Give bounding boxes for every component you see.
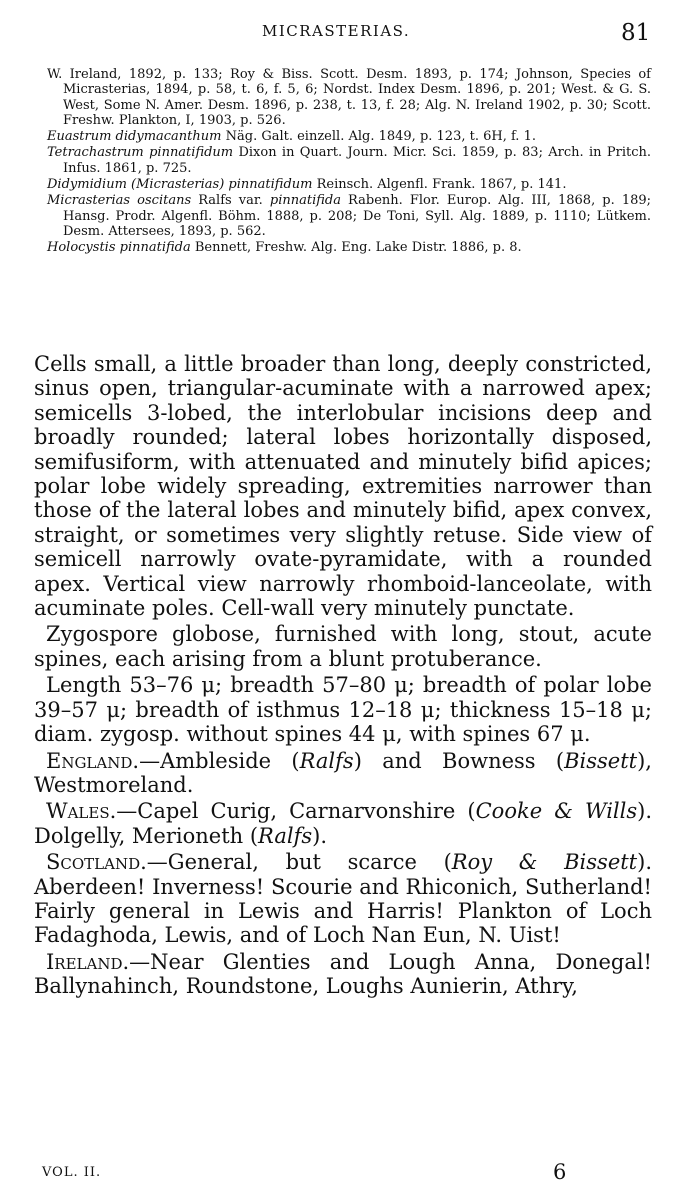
taxon-name: Didymidium (Micrasterias) pinnatifidum xyxy=(47,177,313,193)
reference-entry: Tetrachastrum pinnatifidum Dixon in Quart. Journ. Micr. Sci. 1859, p. 83; Arch. in Pritch. Infus. 1861, p. 725. xyxy=(47,145,651,176)
reference-entry: Didymidium (Micrasterias) pinnatifidum Reinsch. Algenfl. Frank. 1867, p. 141. xyxy=(47,177,567,193)
distribution-england: England.—Ambleside (Ralfs) and Bowness (Bissett), Westmoreland. xyxy=(34,748,652,797)
signature-mark: 6 xyxy=(553,1160,567,1184)
distribution-scotland: Scotland.—General, but scarce (Roy & Bissett). Aberdeen! Inverness! Scourie and Rhiconich, Sutherland! Fairly general in Lewis and Harris! Plankton of Loch Fadaghoda, Lewis, and of Loch Nan Eun, N. Uist! xyxy=(34,850,652,948)
distribution-ireland: Ireland.—Near Glenties and Lough Anna, Donegal! Ballynahinch, Roundstone, Loughs Aunierin, Athry, xyxy=(34,949,652,999)
running-title: MICRASTERIAS. xyxy=(262,22,411,40)
reference-entry: W. Ireland, 1892, p. 133; Roy & Biss. Scott. Desm. 1893, p. 174; Johnson, Species of Micrasterias, 1894, p. 58, t. 6, f. 5, 6; Nordst. Index Desm. 1896, p. 201; West. & G. S. West, Some N. Amer. Desm. 1896, p. 238, t. 13, f. 28; Alg. N. Ireland 1902, p. 30; Scott. Freshw. Plankton, I, 1903, p. 526. xyxy=(47,67,651,128)
distribution-wales: Wales.—Capel Curig, Carnarvonshire (Cooke & Wills). Dolgelly, Merioneth (Ralfs). xyxy=(34,799,652,848)
region-label: Ireland. xyxy=(46,949,130,974)
taxon-name: Tetrachastrum pinnatifidum xyxy=(47,145,234,161)
reference-entry: Holocystis pinnatifida Bennett, Freshw. Alg. Eng. Lake Distr. 1886, p. 8. xyxy=(47,240,522,256)
dimensions-paragraph: Length 53–76 μ; breadth 57–80 μ; breadth of polar lobe 39–57 μ; breadth of isthmus 12–18 μ; thickness 15–18 μ; diam. zygosp. without spines 44 μ, with spines 67 μ. xyxy=(34,673,652,747)
description-paragraph: Cells small, a little broader than long, deeply constricted, sinus open, triangular-acuminate with a narrowed apex; semicells 3-lobed, the interlobular incisions deep and broadly rounded; lateral lobes horizontally disposed, semifusiform, with attenuated and minutely bifid apices; polar lobe widely spreading, extremities narrower than those of the lateral lobes and minutely bifid, apex convex, straight, or sometimes very slightly retuse. Side view of semicell narrowly ovate-pyramidate, with a rounded apex. Vertical view narrowly rhomboid-lanceolate, with acuminate poles. Cell-wall very minutely punctate. xyxy=(34,352,652,621)
main-text xyxy=(34,352,652,1001)
region-label: Wales. xyxy=(46,799,117,824)
region-label: Scotland. xyxy=(46,850,147,875)
page-number: 81 xyxy=(621,20,651,46)
zygospore-paragraph: Zygospore globose, furnished with long, stout, acute spines, each arising from a blunt protuberance. xyxy=(34,622,652,671)
taxon-name: Euastrum didymacanthum xyxy=(47,129,222,145)
reference-entry: Euastrum didymacanthum Näg. Galt. einzell. Alg. 1849, p. 123, t. 6H, f. 1. xyxy=(47,129,536,145)
synonymy-references xyxy=(47,67,651,257)
taxon-name: Holocystis pinnatifida xyxy=(47,240,191,256)
taxon-name: Micrasterias oscitans xyxy=(47,193,192,209)
reference-entry: Micrasterias oscitans Ralfs var. pinnatifida Rabenh. Flor. Europ. Alg. III, 1868, p. 189; Hansg. Prodr. Algenfl. Böhm. 1888, p. 208; De Toni, Syll. Alg. 1889, p. 1110; Lütkem. Desm. Attersees, 1893, p. 562. xyxy=(47,193,652,239)
region-label: England. xyxy=(46,748,140,773)
variety-name: pinnatifida xyxy=(269,193,341,209)
volume-mark: VOL. II. xyxy=(42,1165,102,1180)
